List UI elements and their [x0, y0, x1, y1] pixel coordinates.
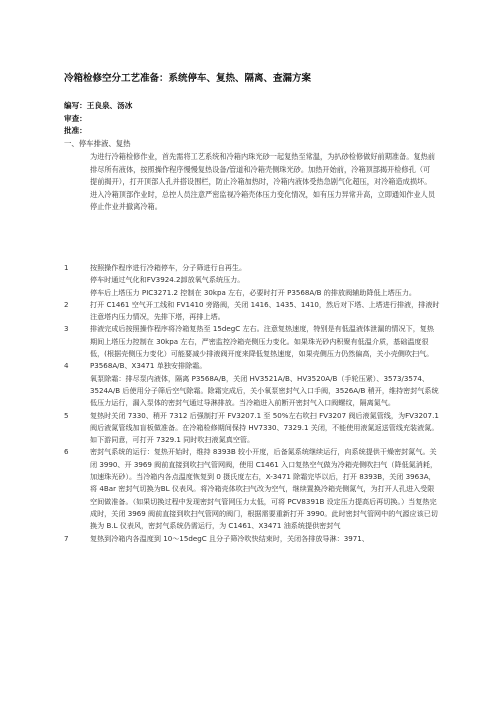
- step-text: 如下游同意，可打开 7329.1 同时吹扫液氮真空管。: [90, 435, 255, 445]
- step-number: 2: [64, 299, 69, 309]
- step-number: 4: [64, 361, 69, 371]
- intro-text: 为进行冷箱检修作业，首先需将工艺系统和冷箱内珠光砂一起复热至常温，为扒砂检修做好前期准备。复热前排尽所有液体，按照操作程序慢慢复热设备/管道和冷箱壳侧珠光砂。加热开始前，冷箱顶部揭开检修孔（可提前揭开），打开顶部人孔并搭设围栏，防止冷箱加热时，冷箱内液体受热急剧气化超压，对冷箱造成损坏。进入冷箱顶部作业时，总控人员注意严密监视冷箱壳体压力变化情况，如有压力异常升高，立即通知作业人员停止作业并撤离冷箱。: [90, 152, 436, 212]
- step-text: 复热时关闭 7330、稍开 7312 后强制打开 FV3207.1 至 50%左右吹扫 FV3207 阀后液氮管线，为FV3207.1 阀后液氮管线加盲板做准备。在冷箱检修期间保持 HV7330、7329.1 关闭，不能使用液氮返送管线充装液氮。: [90, 410, 439, 432]
- step-text: 复热到冷箱内各温度到 10～15degC 且分子筛冷吹快结束时，关闭各排放导淋：3971、: [90, 533, 369, 543]
- step-list: [64, 262, 440, 545]
- step-text: P3568A/B、X3471 单独安排除霜。: [90, 361, 207, 371]
- step-item: [64, 262, 440, 299]
- document-title: 冷箱检修空分工艺准备：系统停车、复热、隔离、查漏方案: [64, 73, 312, 84]
- step-text: 按照操作程序进行冷箱停车，分子筛进行自再生。: [90, 263, 247, 272]
- step-number: 7: [64, 533, 69, 543]
- intro-paragraph: [90, 151, 435, 214]
- step-text: 停车时通过气化和FV3924.2卸放氧气系统压力。: [90, 275, 245, 285]
- step-text: 排液完成后按照操作程序将冷箱复热至 15degC 左右。注意复热速度，特别是有低温液体泄漏的情况下，复热期间上塔压力控制在 30kpa 左右，严密监控冷箱壳侧压力变化。如果珠光砂内积聚有低温介质，基础温度很低，(根据壳侧压力变化）可能要减少排液阀开度来降低复热速度，如果壳侧压力仍然偏高，关小壳侧吹扫气。: [90, 324, 434, 359]
- step-number: 3: [64, 324, 69, 334]
- step-item: [64, 446, 440, 532]
- step-number: 5: [64, 410, 69, 420]
- step-number: 1: [64, 263, 69, 272]
- step-item: [64, 410, 440, 447]
- step-text: 停车后上塔压力 PIC3271.2 控制在 30kpa 左右，必要时打开 P3568A/B 的排放阀辅助降低上塔压力。: [90, 287, 417, 297]
- step-text: 打开 C1461 空气开工线和 FV1410 旁路阀，关闭 1416、1435、1410，然后对下塔、上塔进行排液，排液时注意塔内压力情况，先排下塔，再排上塔。: [90, 299, 440, 322]
- step-item: [64, 533, 440, 545]
- step-text: 氧泵除霜：排尽泵内液体，隔离 P3568A/B，关闭 HV3521A/B、HV3520A/B（手轮压紧）、3573/3574、3524A/B 后使用分子筛后空气除霜。除霜完成后，关小氧泵密封气入口手阀，3526A/B 稍开，维持密封气系统低压力运行，漏入泵体的密封气通过导淋排放。当冷箱进入前断开密封气入口阀螺纹，隔离氮气。: [90, 373, 439, 408]
- approve-line: 批准：: [64, 126, 87, 135]
- authors-line: 编写：王良泉、汤冰: [64, 101, 133, 110]
- step-text: 密封气系统的运行：复热开始时，维持 8393B 较小开度，后备氮系统继续运行，向系统提供干燥密封氮气。关闭 3990、开 3969 阀前直接到吹扫气管网阀，使用 C1461 入口复热空气做为冷箱壳侧吹扫气（降低氮消耗，加速珠光砂）。当冷箱内各点温度恢复到 0 摄氏度左右，X-3471 除霜完毕以后，打开 8393B，关闭 3963A，将 4Bar 密封气切换为BL 仪表风。将冷箱壳体吹扫气改为空气，继续置换冷箱壳侧氮气，为打开人孔进入受限空间做准备。（如果切换过程中发现密封气管网压力太低，可将 PCV8391B 设定压力提高后再切换。）当复热完成时，关闭 3969 阀前直接到吹扫气管网的阀门，根据需要重新打开 3990。此时密封气管网中的气源应该已切换为 B.L 仪表风，密封气系统仍需运行，为 C1461、X3471 油系统提供密封气: [90, 447, 438, 531]
- step-item: [64, 360, 440, 409]
- section-heading: 一、停车排液、复热: [64, 139, 131, 148]
- step-number: 6: [64, 447, 69, 457]
- review-line: 审查：: [64, 114, 87, 123]
- step-item: [64, 299, 440, 324]
- step-item: [64, 323, 440, 360]
